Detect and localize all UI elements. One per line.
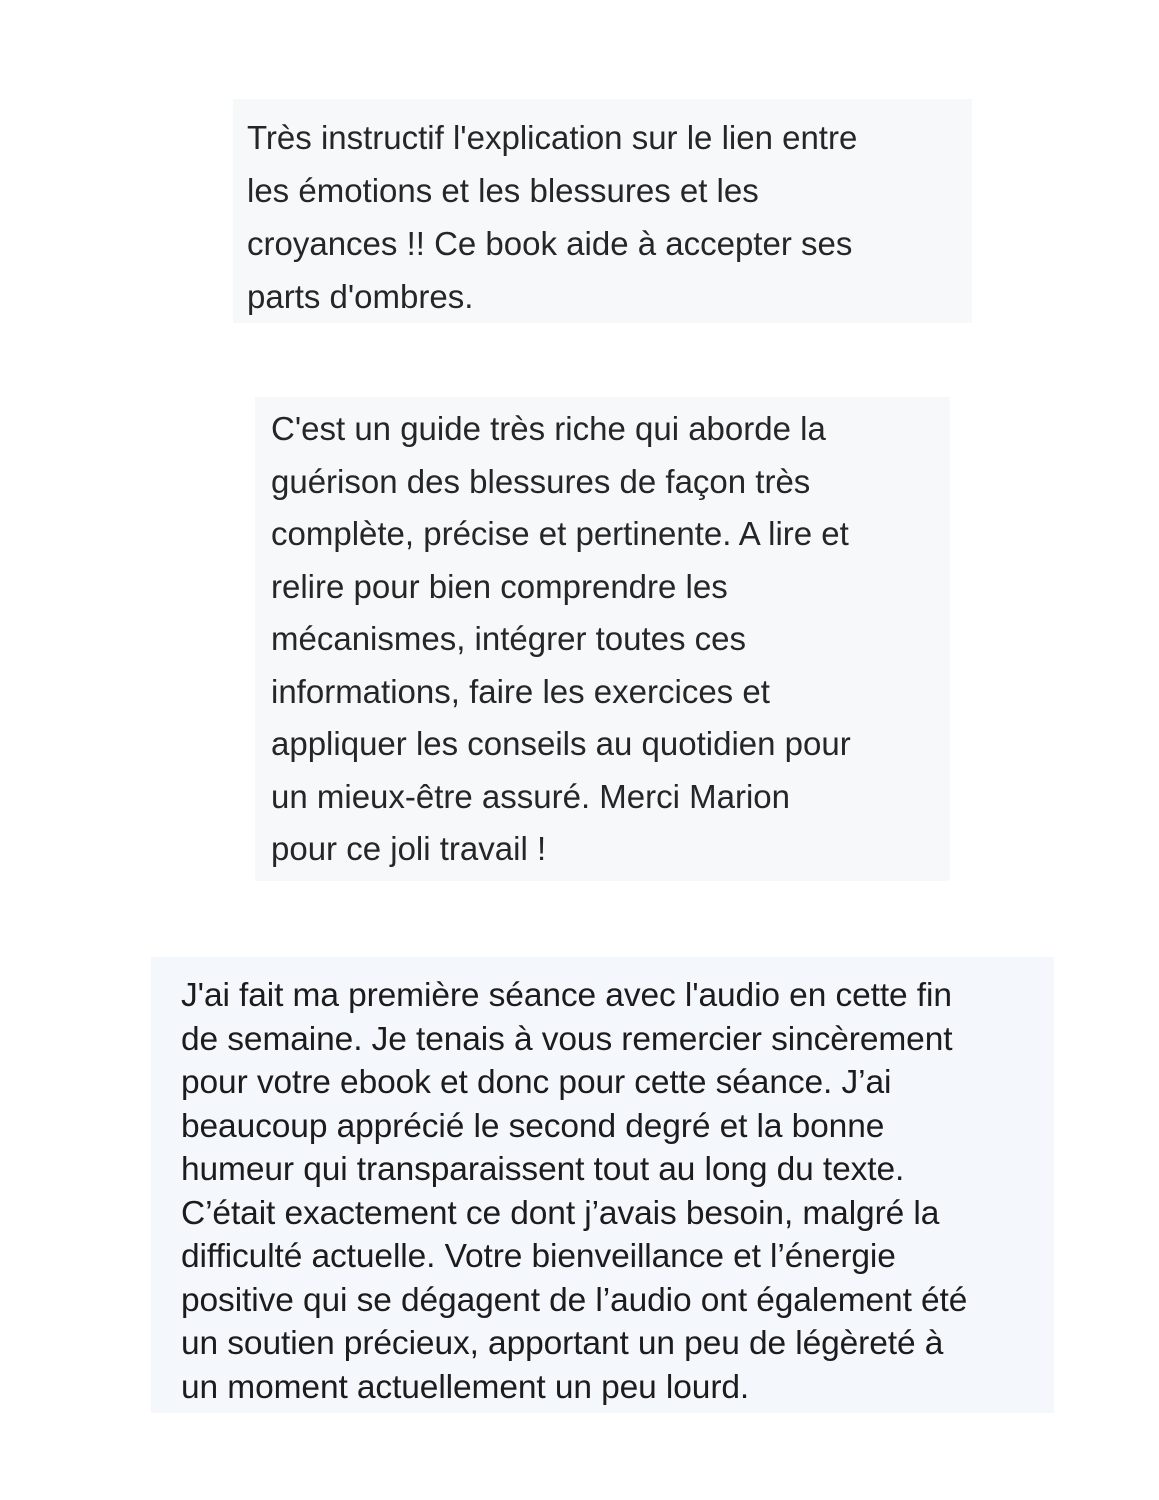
review-line: un moment actuellement un peu lourd. [181, 1368, 750, 1406]
review-line: beaucoup apprécié le second degré et la bonne [181, 1107, 885, 1145]
review-line: les émotions et les blessures et les [247, 172, 759, 209]
review-card-1 [233, 99, 972, 323]
review-line: guérison des blessures de façon très [271, 462, 811, 500]
review-line: un mieux-être assuré. Merci Marion [271, 777, 791, 815]
review-line: de semaine. Je tenais à vous remercier sincèrement [181, 1020, 953, 1058]
review-card-3 [151, 957, 1054, 1413]
review-line: croyances !! Ce book aide à accepter ses [247, 225, 853, 262]
review-line: C'est un guide très riche qui aborde la [271, 410, 826, 447]
review-line: J'ai fait ma première séance avec l'audio en cette fin [181, 977, 952, 1014]
review-line: appliquer les conseils au quotidien pour [271, 725, 851, 762]
review-line: informations, faire les exercices et [271, 672, 770, 710]
review-line: positive qui se dégagent de l’audio ont également été [181, 1281, 968, 1319]
review-line: pour votre ebook et donc pour cette séance. J’ai [181, 1064, 892, 1101]
review-line: complète, précise et pertinente. A lire et [271, 515, 849, 552]
review-line: relire pour bien comprendre les [271, 567, 728, 605]
review-line: Très instructif l'explication sur le lien entre [247, 119, 858, 156]
review-line: C’était exactement ce dont j’avais besoin, malgré la [181, 1194, 940, 1232]
review-line: parts d'ombres. [247, 278, 474, 315]
review-line: un soutien précieux, apportant un peu de légèreté à [181, 1325, 944, 1362]
review-card-2 [255, 397, 950, 881]
review-line: mécanismes, intégrer toutes ces [271, 620, 747, 657]
review-line: difficulté actuelle. Votre bienveillance et l’énergie [181, 1238, 896, 1275]
review-line: humeur qui transparaissent tout au long du texte. [181, 1151, 905, 1188]
review-line: pour ce joli travail ! [271, 830, 547, 867]
